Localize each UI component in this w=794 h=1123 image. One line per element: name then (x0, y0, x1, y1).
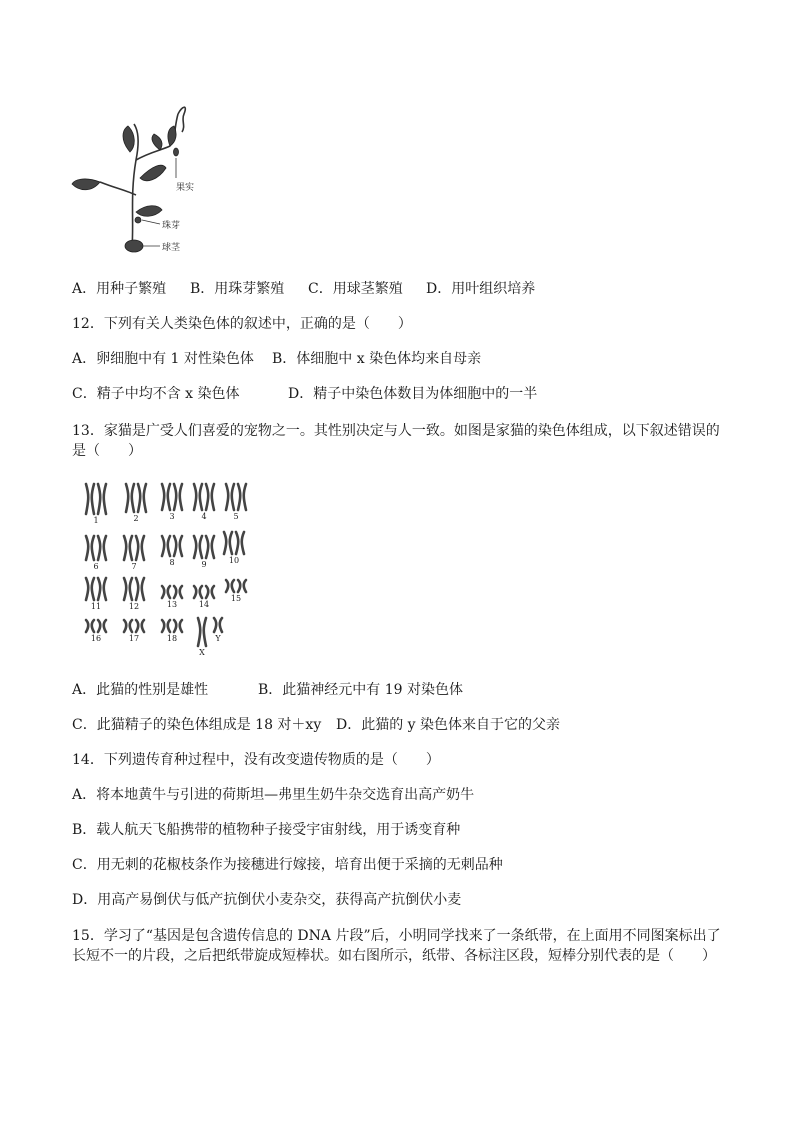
chromosome-label-7: 7 (131, 562, 137, 571)
q13-option-a: A．此猫的性别是雄性 (72, 682, 209, 698)
label-bulbil: 珠芽 (162, 221, 181, 231)
q12-stem: 12．下列有关人类染色体的叙述中，正确的是（ ） (72, 316, 412, 332)
q13-stem-line1: 13．家猫是广受人们喜爱的宠物之一。其性别决定与人一致。如图是家猫的染色体组成，以下叙述错误的 (72, 423, 720, 439)
chromosome-label-14: 14 (198, 600, 210, 609)
chromosome-X (198, 618, 206, 657)
chromosome-1 (86, 484, 106, 525)
q14-option-c: C．用无刺的花椒枝条作为接穗进行嫁接，培育出便于采摘的无刺品种 (72, 857, 503, 873)
chromosome-18 (162, 620, 182, 643)
chromosome-6 (86, 536, 106, 571)
chromosome-label-10: 10 (228, 556, 240, 565)
q12-option-b: B．体细胞中 x 染色体均来自母亲 (272, 351, 482, 367)
chromosome-label-17: 17 (128, 634, 140, 643)
chromosome-label-8: 8 (169, 558, 175, 567)
chromosome-12 (124, 578, 144, 611)
chromosome-Y (214, 618, 222, 643)
chromosome-17 (124, 620, 144, 643)
chromosome-label-12: 12 (128, 602, 140, 611)
chromosome-label-4: 4 (201, 512, 207, 521)
q15-stem-line1: 15．学习了“基因是包含遗传信息的 DNA 片段”后，小明同学找来了一条纸带，在上面用不同图案标出了 (72, 928, 721, 944)
chromosome-label-Y: Y (215, 634, 221, 643)
plant-figure (70, 100, 210, 260)
chromosome-16 (86, 620, 106, 643)
chromosome-7 (124, 536, 144, 571)
q11-option-a: A．用种子繁殖 (72, 281, 167, 297)
q15-stem-line2: 长短不一的片段，之后把纸带旋成短棒状。如右图所示，纸带、各标注区段，短棒分别代表的是（ ） (72, 948, 716, 964)
label-fruit: 果实 (176, 183, 195, 193)
q12-option-d: D．精子中染色体数目为体细胞中的一半 (288, 386, 538, 402)
q14-option-b: B．载人航天飞船携带的植物种子接受宇宙射线，用于诱变育种 (72, 822, 461, 838)
q14-option-a: A．将本地黄牛与引进的荷斯坦—弗里生奶牛杂交选育出高产奶牛 (72, 787, 475, 803)
chromosome-label-5: 5 (233, 512, 239, 521)
q14-stem: 14．下列遗传育种过程中，没有改变遗传物质的是（ ） (72, 752, 440, 768)
chromosome-11 (86, 578, 106, 611)
chromosome-label-11: 11 (90, 602, 102, 611)
chromosome-label-9: 9 (201, 560, 207, 569)
q14-option-d: D．用高产易倒伏与低产抗倒伏小麦杂交，获得高产抗倒伏小麦 (72, 892, 462, 908)
chromosome-label-18: 18 (166, 634, 178, 643)
chromosome-10 (224, 532, 244, 565)
chromosome-9 (194, 536, 214, 569)
chromosome-label-15: 15 (230, 594, 242, 603)
q11-option-b: B．用珠芽繁殖 (190, 281, 285, 297)
q11-option-d: D．用叶组织培养 (426, 281, 536, 297)
chromosome-label-3: 3 (169, 512, 175, 521)
q13-option-c: C．此猫精子的染色体组成是 18 对＋xy (72, 717, 322, 733)
chromosome-2 (126, 484, 146, 523)
chromosome-label-2: 2 (133, 514, 139, 523)
q13-option-b: B．此猫神经元中有 19 对染色体 (258, 682, 464, 698)
label-corm: 球茎 (162, 243, 181, 253)
chromosome-label-X: X (199, 648, 205, 657)
q12-option-c: C．精子中均不含 x 染色体 (72, 386, 240, 402)
q13-stem-line2: 是（ ） (72, 443, 142, 459)
karyotype-figure (78, 480, 258, 660)
q11-option-c: C．用球茎繁殖 (308, 281, 403, 297)
chromosome-8 (162, 536, 182, 567)
chromosome-14 (194, 586, 214, 609)
q13-option-d: D．此猫的 y 染色体来自于它的父亲 (336, 717, 561, 733)
chromosome-5 (226, 484, 246, 521)
chromosome-4 (194, 484, 214, 521)
chromosome-label-16: 16 (90, 634, 102, 643)
chromosome-15 (226, 580, 246, 603)
chromosome-13 (162, 586, 182, 609)
chromosome-3 (162, 484, 182, 521)
q12-option-a: A．卵细胞中有 1 对性染色体 (72, 351, 254, 367)
chromosome-label-1: 1 (93, 516, 99, 525)
chromosome-label-6: 6 (93, 562, 99, 571)
chromosome-label-13: 13 (166, 600, 178, 609)
